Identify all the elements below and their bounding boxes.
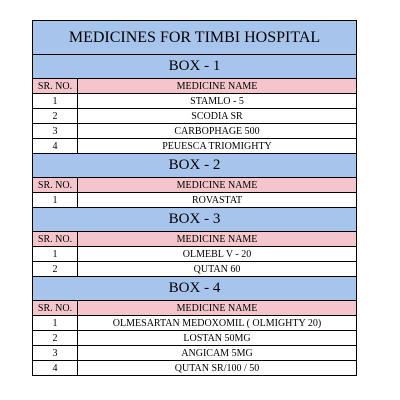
medicine-name-cell: SCODIA SR bbox=[78, 109, 357, 124]
table-row bbox=[33, 139, 357, 154]
sr-no-cell: 1 bbox=[33, 247, 78, 262]
table-row bbox=[33, 109, 357, 124]
column-header-row bbox=[33, 232, 357, 247]
column-header-row bbox=[33, 178, 357, 193]
medicine-name-header: MEDICINE NAME bbox=[78, 79, 357, 94]
box-label: BOX - 2 bbox=[33, 154, 357, 178]
sr-no-cell: 3 bbox=[33, 124, 78, 139]
sr-no-header: SR. NO. bbox=[33, 178, 78, 193]
box-label: BOX - 4 bbox=[33, 277, 357, 301]
sr-no-cell: 4 bbox=[33, 361, 78, 376]
sr-no-header: SR. NO. bbox=[33, 232, 78, 247]
medicine-name-header: MEDICINE NAME bbox=[78, 178, 357, 193]
title-row bbox=[33, 21, 357, 55]
medicine-name-header: MEDICINE NAME bbox=[78, 301, 357, 316]
medicine-name-cell: ROVASTAT bbox=[78, 193, 357, 208]
medicine-name-cell: LOSTAN 50MG bbox=[78, 331, 357, 346]
box-label: BOX - 1 bbox=[33, 55, 357, 79]
sr-no-cell: 2 bbox=[33, 109, 78, 124]
column-header-row bbox=[33, 79, 357, 94]
table-row bbox=[33, 193, 357, 208]
sr-no-header: SR. NO. bbox=[33, 79, 78, 94]
table-row bbox=[33, 262, 357, 277]
medicine-name-cell: PEUESCA TRIOMIGHTY bbox=[78, 139, 357, 154]
table-row bbox=[33, 346, 357, 361]
medicine-name-cell: CARBOPHAGE 500 bbox=[78, 124, 357, 139]
box-header-row bbox=[33, 208, 357, 232]
sr-no-cell: 2 bbox=[33, 262, 78, 277]
sr-no-header: SR. NO. bbox=[33, 301, 78, 316]
medicine-name-header: MEDICINE NAME bbox=[78, 232, 357, 247]
medicine-name-cell: OLMESARTAN MEDOXOMIL ( OLMIGHTY 20) bbox=[78, 316, 357, 331]
medicine-name-cell: QUTAN SR/100 / 50 bbox=[78, 361, 357, 376]
table-row bbox=[33, 124, 357, 139]
box-header-row bbox=[33, 55, 357, 79]
sr-no-cell: 1 bbox=[33, 316, 78, 331]
medicine-name-cell: QUTAN 60 bbox=[78, 262, 357, 277]
table-row bbox=[33, 94, 357, 109]
box-label: BOX - 3 bbox=[33, 208, 357, 232]
medicine-list-sheet bbox=[32, 20, 356, 376]
column-header-row bbox=[33, 301, 357, 316]
sr-no-cell: 1 bbox=[33, 193, 78, 208]
box-header-row bbox=[33, 154, 357, 178]
table-row bbox=[33, 331, 357, 346]
page-title: MEDICINES FOR TIMBI HOSPITAL bbox=[33, 21, 357, 55]
medicine-name-cell: STAMLO - 5 bbox=[78, 94, 357, 109]
table-row bbox=[33, 316, 357, 331]
sr-no-cell: 4 bbox=[33, 139, 78, 154]
sr-no-cell: 3 bbox=[33, 346, 78, 361]
table-row bbox=[33, 247, 357, 262]
box-header-row bbox=[33, 277, 357, 301]
medicine-name-cell: OLMEBL V - 20 bbox=[78, 247, 357, 262]
sr-no-cell: 2 bbox=[33, 331, 78, 346]
medicine-name-cell: ANGICAM 5MG bbox=[78, 346, 357, 361]
sr-no-cell: 1 bbox=[33, 94, 78, 109]
table-row bbox=[33, 361, 357, 376]
medicine-table bbox=[32, 20, 357, 376]
